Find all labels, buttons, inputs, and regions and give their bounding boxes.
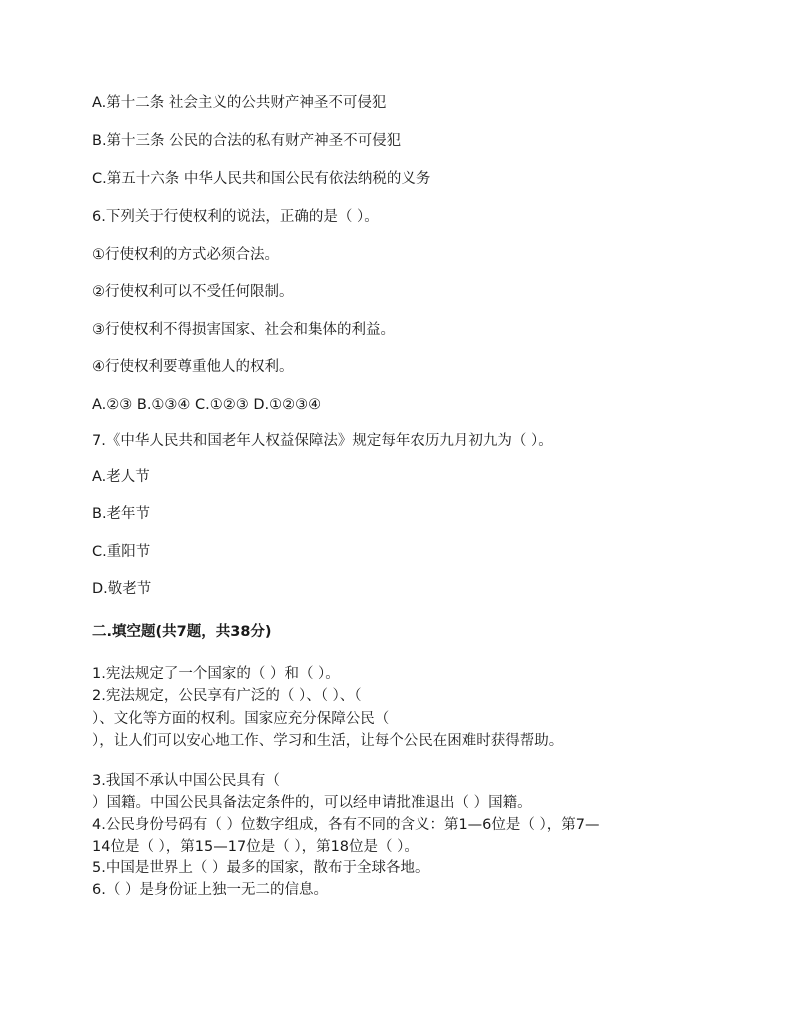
q6-statement-3: ③行使权利不得损害国家、社会和集体的利益。 <box>92 322 395 338</box>
q6-statement-1: ①行使权利的方式必须合法。 <box>92 247 279 263</box>
q5-option-a: A.第十二条 社会主义的公共财产神圣不可侵犯 <box>92 95 387 111</box>
fill-line: 2.宪法规定，公民享有广泛的（ ）、（ ）、（ <box>92 688 362 704</box>
q7-option-d: D.敬老节 <box>92 581 152 597</box>
fill-line: 6.（ ）是身份证上独一无二的信息。 <box>92 882 328 898</box>
fill-line: 1.宪法规定了一个国家的（ ）和（ ）。 <box>92 666 340 682</box>
fill-line: ）、文化等方面的权利。国家应充分保障公民（ <box>92 711 390 727</box>
q5-option-c: C.第五十六条 中华人民共和国公民有依法纳税的义务 <box>92 171 431 187</box>
q7-option-c: C.重阳节 <box>92 544 151 560</box>
fill-line: ）国籍。中国公民具备法定条件的，可以经申请批准退出（ ）国籍。 <box>92 795 532 811</box>
fill-line: 4.公民身份号码有（ ）位数字组成，各有不同的含义：第1—6位是（ ），第7— <box>92 817 600 833</box>
fill-line: ），让人们可以安心地工作、学习和生活，让每个公民在困难时获得帮助。 <box>92 733 564 749</box>
q5-option-b: B.第十三条 公民的合法的私有财产神圣不可侵犯 <box>92 133 402 149</box>
section-heading: 二.填空题(共7题，共38分) <box>92 624 272 640</box>
q7-option-b: B.老年节 <box>92 506 151 522</box>
q7-option-a: A.老人节 <box>92 469 150 485</box>
q6-stem: 6.下列关于行使权利的说法，正确的是（ ）。 <box>92 209 379 225</box>
fill-line: 14位是（ ），第15—17位是（ ），第18位是（ ）。 <box>92 839 419 855</box>
q7-stem: 7.《中华人民共和国老年人权益保障法》规定每年农历九月初九为（ ）。 <box>92 433 553 449</box>
q6-options: A.②③ B.①③④ C.①②③ D.①②③④ <box>92 397 322 413</box>
q6-statement-2: ②行使权利可以不受任何限制。 <box>92 284 294 300</box>
fill-line: 5.中国是世界上（ ）最多的国家，散布于全球各地。 <box>92 860 430 876</box>
q6-statement-4: ④行使权利要尊重他人的权利。 <box>92 359 294 375</box>
fill-line: 3.我国不承认中国公民具有（ <box>92 773 280 789</box>
